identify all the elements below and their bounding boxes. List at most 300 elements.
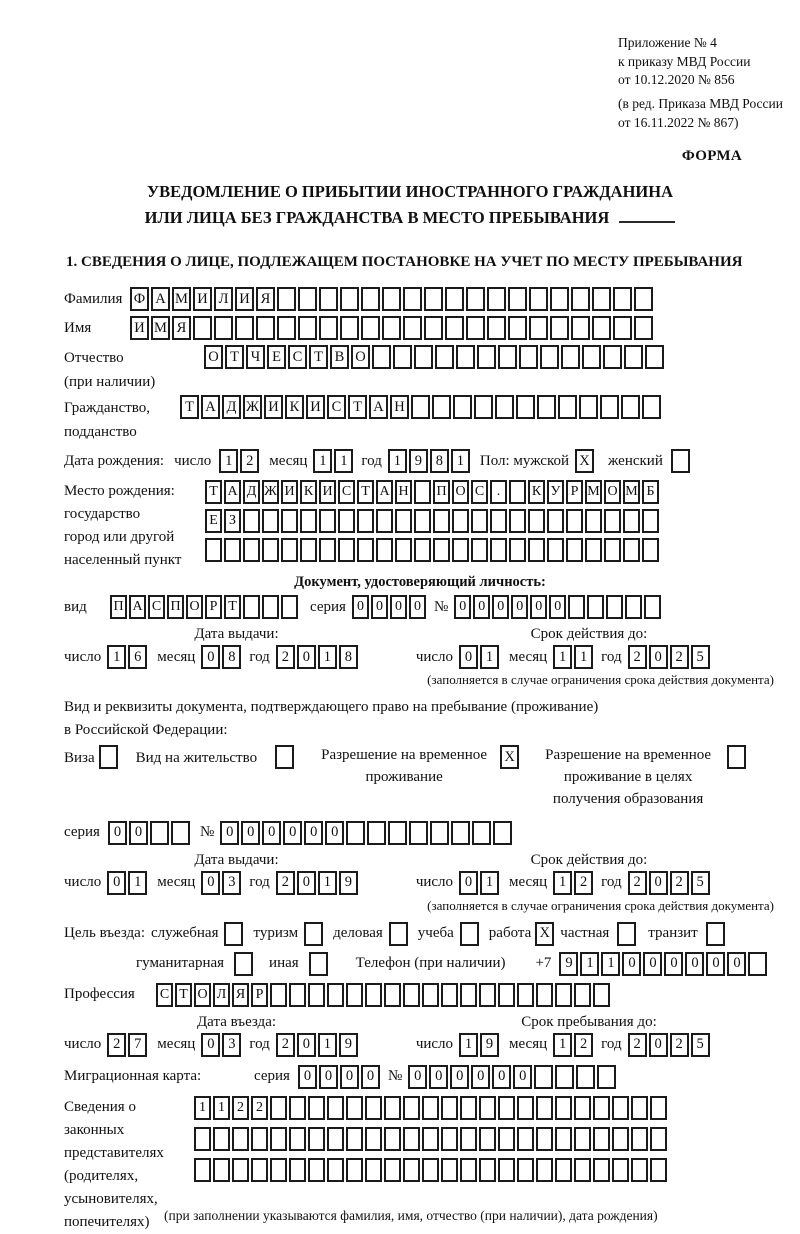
form-cell[interactable]: М xyxy=(623,480,640,504)
form-cell[interactable]: 1 xyxy=(128,871,147,895)
form-cell[interactable] xyxy=(613,316,632,340)
form-cell[interactable]: Я xyxy=(256,287,275,311)
form-cell[interactable] xyxy=(576,1065,595,1089)
purpose-private-checkbox-cell[interactable] xyxy=(617,922,636,946)
form-cell[interactable]: 2 xyxy=(574,871,593,895)
form-cell[interactable] xyxy=(289,1096,306,1120)
temp-residence-edu-checkbox[interactable] xyxy=(727,745,748,769)
form-cell[interactable]: 0 xyxy=(649,871,668,895)
form-cell[interactable]: 9 xyxy=(480,1033,499,1057)
form-cell[interactable]: 9 xyxy=(409,449,428,473)
form-cell[interactable]: 0 xyxy=(262,821,281,845)
form-cell[interactable] xyxy=(517,1127,534,1151)
form-cell[interactable]: 0 xyxy=(492,1065,511,1089)
form-cell[interactable]: 0 xyxy=(201,1033,220,1057)
form-cell[interactable] xyxy=(308,983,325,1007)
form-cell[interactable] xyxy=(422,1096,439,1120)
form-cell[interactable] xyxy=(571,316,590,340)
form-cell[interactable]: И xyxy=(235,287,254,311)
form-cell[interactable] xyxy=(357,509,374,533)
form-cell[interactable]: С xyxy=(327,395,346,419)
form-cell[interactable] xyxy=(493,821,512,845)
form-cell[interactable]: Т xyxy=(180,395,199,419)
form-cell[interactable] xyxy=(472,821,491,845)
form-cell[interactable] xyxy=(634,287,653,311)
form-cell[interactable]: 2 xyxy=(240,449,259,473)
form-cell[interactable]: 2 xyxy=(670,871,689,895)
form-cell[interactable] xyxy=(372,345,391,369)
form-cell[interactable] xyxy=(466,287,485,311)
form-cell[interactable] xyxy=(509,480,526,504)
form-cell[interactable] xyxy=(555,983,572,1007)
purpose-official-checkbox[interactable] xyxy=(224,922,245,946)
form-cell[interactable] xyxy=(642,538,659,562)
form-cell[interactable] xyxy=(574,983,591,1007)
form-cell[interactable]: 0 xyxy=(492,595,509,619)
form-cell[interactable] xyxy=(582,345,601,369)
form-cell[interactable]: 1 xyxy=(580,952,599,976)
form-cell[interactable] xyxy=(270,1096,287,1120)
form-cell[interactable] xyxy=(555,1158,572,1182)
form-cell[interactable] xyxy=(422,983,439,1007)
form-cell[interactable] xyxy=(574,1096,591,1120)
form-cell[interactable]: 1 xyxy=(553,871,572,895)
form-cell[interactable]: 0 xyxy=(220,821,239,845)
form-cell[interactable]: 5 xyxy=(691,645,710,669)
form-cell[interactable]: А xyxy=(129,595,146,619)
form-cell[interactable]: И xyxy=(306,395,325,419)
form-cell[interactable] xyxy=(281,595,298,619)
form-cell[interactable] xyxy=(587,595,604,619)
form-cell[interactable] xyxy=(631,1096,648,1120)
form-cell[interactable] xyxy=(498,1158,515,1182)
form-cell[interactable]: В xyxy=(330,345,349,369)
form-cell[interactable] xyxy=(430,821,449,845)
form-cell[interactable]: 0 xyxy=(297,871,316,895)
form-cell[interactable] xyxy=(498,983,515,1007)
form-cell[interactable]: 1 xyxy=(451,449,470,473)
form-cell[interactable]: О xyxy=(186,595,203,619)
form-cell[interactable]: И xyxy=(130,316,149,340)
form-cell[interactable]: 0 xyxy=(459,871,478,895)
form-cell[interactable] xyxy=(393,345,412,369)
purpose-work-checkbox[interactable] xyxy=(535,922,556,946)
form-cell[interactable] xyxy=(424,287,443,311)
form-cell[interactable] xyxy=(300,538,317,562)
form-cell[interactable] xyxy=(498,1096,515,1120)
form-cell[interactable] xyxy=(534,1065,553,1089)
form-cell[interactable]: 3 xyxy=(222,871,241,895)
form-cell[interactable]: 1 xyxy=(219,449,238,473)
form-cell[interactable] xyxy=(479,1158,496,1182)
form-cell[interactable] xyxy=(289,1127,306,1151)
form-cell[interactable] xyxy=(471,538,488,562)
form-cell[interactable]: А xyxy=(224,480,241,504)
form-cell[interactable]: Т xyxy=(224,595,241,619)
form-cell[interactable] xyxy=(298,316,317,340)
form-cell[interactable]: 0 xyxy=(511,595,528,619)
form-cell[interactable] xyxy=(414,538,431,562)
form-cell[interactable] xyxy=(365,1127,382,1151)
form-cell[interactable] xyxy=(338,509,355,533)
form-cell[interactable] xyxy=(536,1127,553,1151)
form-cell[interactable]: П xyxy=(110,595,127,619)
form-cell[interactable]: 0 xyxy=(319,1065,338,1089)
purpose-official-checkbox-cell[interactable] xyxy=(224,922,243,946)
form-cell[interactable]: 0 xyxy=(664,952,683,976)
form-cell[interactable] xyxy=(508,316,527,340)
form-cell[interactable]: С xyxy=(148,595,165,619)
form-cell[interactable]: 5 xyxy=(691,1033,710,1057)
form-cell[interactable]: 9 xyxy=(339,1033,358,1057)
form-cell[interactable]: 0 xyxy=(283,821,302,845)
form-cell[interactable]: 6 xyxy=(128,645,147,669)
form-cell[interactable] xyxy=(634,316,653,340)
form-cell[interactable] xyxy=(388,821,407,845)
form-cell[interactable]: 5 xyxy=(691,871,710,895)
form-cell[interactable] xyxy=(566,538,583,562)
form-cell[interactable]: 2 xyxy=(670,645,689,669)
form-cell[interactable]: Т xyxy=(205,480,222,504)
form-cell[interactable] xyxy=(395,538,412,562)
visa-checkbox-cell[interactable] xyxy=(99,745,118,769)
form-cell[interactable] xyxy=(422,1127,439,1151)
form-cell[interactable] xyxy=(346,983,363,1007)
form-cell[interactable]: О xyxy=(452,480,469,504)
form-cell[interactable]: 1 xyxy=(318,871,337,895)
form-cell[interactable] xyxy=(466,316,485,340)
form-cell[interactable] xyxy=(308,1127,325,1151)
form-cell[interactable] xyxy=(631,1127,648,1151)
form-cell[interactable] xyxy=(361,287,380,311)
form-cell[interactable] xyxy=(490,509,507,533)
form-cell[interactable]: 2 xyxy=(574,1033,593,1057)
form-cell[interactable]: Я xyxy=(232,983,249,1007)
form-cell[interactable]: Т xyxy=(348,395,367,419)
form-cell[interactable] xyxy=(460,983,477,1007)
form-cell[interactable] xyxy=(555,1096,572,1120)
form-cell[interactable] xyxy=(593,1096,610,1120)
form-cell[interactable] xyxy=(452,538,469,562)
temp-residence-checkbox-cell[interactable]: X xyxy=(500,745,519,769)
form-cell[interactable] xyxy=(319,287,338,311)
form-cell[interactable] xyxy=(528,538,545,562)
form-cell[interactable] xyxy=(376,538,393,562)
form-cell[interactable] xyxy=(592,287,611,311)
form-cell[interactable]: И xyxy=(193,287,212,311)
form-cell[interactable] xyxy=(585,509,602,533)
form-cell[interactable] xyxy=(498,345,517,369)
form-cell[interactable] xyxy=(453,395,472,419)
form-cell[interactable]: 0 xyxy=(201,645,220,669)
form-cell[interactable] xyxy=(495,395,514,419)
form-cell[interactable] xyxy=(365,983,382,1007)
form-cell[interactable]: 0 xyxy=(706,952,725,976)
form-cell[interactable]: З xyxy=(224,509,241,533)
purpose-study-checkbox[interactable] xyxy=(460,922,481,946)
form-cell[interactable] xyxy=(384,1127,401,1151)
form-cell[interactable] xyxy=(625,595,642,619)
form-cell[interactable] xyxy=(555,1065,574,1089)
form-cell[interactable] xyxy=(558,395,577,419)
purpose-tourism-checkbox[interactable] xyxy=(304,922,325,946)
form-cell[interactable]: 0 xyxy=(371,595,388,619)
form-cell[interactable] xyxy=(384,1096,401,1120)
form-cell[interactable] xyxy=(566,509,583,533)
form-cell[interactable] xyxy=(460,1127,477,1151)
sex-female-checkbox[interactable] xyxy=(671,449,692,473)
form-cell[interactable] xyxy=(612,1158,629,1182)
form-cell[interactable]: Ч xyxy=(246,345,265,369)
form-cell[interactable]: П xyxy=(433,480,450,504)
form-cell[interactable]: 0 xyxy=(454,595,471,619)
form-cell[interactable]: Е xyxy=(205,509,222,533)
form-cell[interactable]: Р xyxy=(566,480,583,504)
form-cell[interactable] xyxy=(414,509,431,533)
form-cell[interactable]: 0 xyxy=(340,1065,359,1089)
form-cell[interactable] xyxy=(441,1096,458,1120)
form-cell[interactable] xyxy=(516,395,535,419)
form-cell[interactable] xyxy=(460,1158,477,1182)
form-cell[interactable] xyxy=(529,287,548,311)
form-cell[interactable] xyxy=(650,1096,667,1120)
form-cell[interactable] xyxy=(319,538,336,562)
form-cell[interactable] xyxy=(547,509,564,533)
form-cell[interactable] xyxy=(487,316,506,340)
form-cell[interactable]: 1 xyxy=(459,1033,478,1057)
form-cell[interactable] xyxy=(232,1127,249,1151)
form-cell[interactable] xyxy=(243,595,260,619)
form-cell[interactable]: Д xyxy=(222,395,241,419)
form-cell[interactable] xyxy=(600,395,619,419)
form-cell[interactable] xyxy=(403,1127,420,1151)
form-cell[interactable]: 1 xyxy=(480,645,499,669)
purpose-other-checkbox[interactable] xyxy=(309,952,330,976)
form-cell[interactable] xyxy=(251,1127,268,1151)
form-cell[interactable]: И xyxy=(319,480,336,504)
form-cell[interactable] xyxy=(593,1127,610,1151)
form-cell[interactable] xyxy=(414,480,431,504)
form-cell[interactable] xyxy=(613,287,632,311)
form-cell[interactable]: Р xyxy=(251,983,268,1007)
form-cell[interactable] xyxy=(243,538,260,562)
form-cell[interactable] xyxy=(270,1158,287,1182)
form-cell[interactable]: П xyxy=(167,595,184,619)
form-cell[interactable]: 0 xyxy=(409,595,426,619)
form-cell[interactable] xyxy=(528,509,545,533)
form-cell[interactable] xyxy=(319,509,336,533)
form-cell[interactable] xyxy=(592,316,611,340)
form-cell[interactable] xyxy=(409,821,428,845)
form-cell[interactable] xyxy=(536,983,553,1007)
form-cell[interactable]: И xyxy=(264,395,283,419)
purpose-private-checkbox[interactable] xyxy=(617,922,638,946)
form-cell[interactable] xyxy=(213,1158,230,1182)
form-cell[interactable]: 1 xyxy=(388,449,407,473)
form-cell[interactable] xyxy=(550,287,569,311)
form-cell[interactable]: О xyxy=(604,480,621,504)
form-cell[interactable] xyxy=(612,1127,629,1151)
form-cell[interactable]: 0 xyxy=(473,595,490,619)
form-cell[interactable] xyxy=(251,1158,268,1182)
form-cell[interactable]: 1 xyxy=(318,1033,337,1057)
form-cell[interactable] xyxy=(479,1127,496,1151)
form-cell[interactable] xyxy=(435,345,454,369)
form-cell[interactable]: 1 xyxy=(480,871,499,895)
purpose-business-checkbox-cell[interactable] xyxy=(389,922,408,946)
form-cell[interactable] xyxy=(433,538,450,562)
form-cell[interactable] xyxy=(529,316,548,340)
form-cell[interactable] xyxy=(340,316,359,340)
form-cell[interactable] xyxy=(479,1096,496,1120)
form-cell[interactable]: М xyxy=(172,287,191,311)
form-cell[interactable]: Е xyxy=(267,345,286,369)
form-cell[interactable] xyxy=(519,345,538,369)
form-cell[interactable] xyxy=(346,1096,363,1120)
form-cell[interactable]: А xyxy=(369,395,388,419)
form-cell[interactable] xyxy=(194,1127,211,1151)
sex-male-checkbox-cell[interactable]: X xyxy=(575,449,594,473)
form-cell[interactable] xyxy=(537,395,556,419)
form-cell[interactable] xyxy=(571,287,590,311)
form-cell[interactable] xyxy=(471,509,488,533)
form-cell[interactable] xyxy=(631,1158,648,1182)
form-cell[interactable]: 8 xyxy=(430,449,449,473)
form-cell[interactable]: 0 xyxy=(352,595,369,619)
form-cell[interactable] xyxy=(585,538,602,562)
form-cell[interactable] xyxy=(445,316,464,340)
form-cell[interactable] xyxy=(277,287,296,311)
form-cell[interactable]: 0 xyxy=(201,871,220,895)
form-cell[interactable]: 0 xyxy=(129,821,148,845)
form-cell[interactable] xyxy=(414,345,433,369)
form-cell[interactable] xyxy=(384,1158,401,1182)
form-cell[interactable]: Ж xyxy=(243,395,262,419)
form-cell[interactable]: Р xyxy=(205,595,222,619)
form-cell[interactable]: Д xyxy=(243,480,260,504)
form-cell[interactable] xyxy=(346,821,365,845)
form-cell[interactable]: 1 xyxy=(574,645,593,669)
form-cell[interactable]: 2 xyxy=(276,645,295,669)
form-cell[interactable] xyxy=(171,821,190,845)
form-cell[interactable] xyxy=(357,538,374,562)
form-cell[interactable]: 0 xyxy=(549,595,566,619)
form-cell[interactable] xyxy=(422,1158,439,1182)
form-cell[interactable] xyxy=(403,316,422,340)
form-cell[interactable] xyxy=(365,1096,382,1120)
form-cell[interactable] xyxy=(298,287,317,311)
form-cell[interactable]: 0 xyxy=(622,952,641,976)
form-cell[interactable]: 0 xyxy=(325,821,344,845)
form-cell[interactable] xyxy=(270,983,287,1007)
form-cell[interactable] xyxy=(624,345,643,369)
sex-female-checkbox-cell[interactable] xyxy=(671,449,690,473)
form-cell[interactable] xyxy=(574,1158,591,1182)
form-cell[interactable] xyxy=(612,1096,629,1120)
form-cell[interactable] xyxy=(593,983,610,1007)
form-cell[interactable]: 2 xyxy=(276,871,295,895)
form-cell[interactable]: 0 xyxy=(459,645,478,669)
form-cell[interactable]: 0 xyxy=(685,952,704,976)
form-cell[interactable]: 2 xyxy=(670,1033,689,1057)
form-cell[interactable]: О xyxy=(194,983,211,1007)
form-cell[interactable] xyxy=(645,345,664,369)
form-cell[interactable] xyxy=(235,316,254,340)
temp-residence-edu-checkbox-cell[interactable] xyxy=(727,745,746,769)
form-cell[interactable] xyxy=(289,983,306,1007)
form-cell[interactable]: А xyxy=(201,395,220,419)
form-cell[interactable] xyxy=(509,509,526,533)
form-cell[interactable] xyxy=(193,316,212,340)
form-cell[interactable]: 2 xyxy=(628,1033,647,1057)
form-cell[interactable]: 0 xyxy=(530,595,547,619)
form-cell[interactable] xyxy=(642,395,661,419)
form-cell[interactable] xyxy=(403,983,420,1007)
form-cell[interactable] xyxy=(403,1158,420,1182)
form-cell[interactable] xyxy=(395,509,412,533)
form-cell[interactable]: Т xyxy=(357,480,374,504)
form-cell[interactable]: 0 xyxy=(643,952,662,976)
form-cell[interactable] xyxy=(308,1096,325,1120)
form-cell[interactable] xyxy=(568,595,585,619)
form-cell[interactable] xyxy=(384,983,401,1007)
form-cell[interactable] xyxy=(432,395,451,419)
form-cell[interactable]: Я xyxy=(172,316,191,340)
form-cell[interactable] xyxy=(593,1158,610,1182)
form-cell[interactable]: 0 xyxy=(361,1065,380,1089)
form-cell[interactable] xyxy=(256,316,275,340)
form-cell[interactable] xyxy=(445,287,464,311)
form-cell[interactable] xyxy=(194,1158,211,1182)
form-cell[interactable]: 0 xyxy=(649,1033,668,1057)
form-cell[interactable]: 0 xyxy=(107,871,126,895)
form-cell[interactable] xyxy=(243,509,260,533)
form-cell[interactable]: 0 xyxy=(450,1065,469,1089)
form-cell[interactable] xyxy=(403,287,422,311)
form-cell[interactable]: 0 xyxy=(649,645,668,669)
form-cell[interactable]: 3 xyxy=(222,1033,241,1057)
form-cell[interactable] xyxy=(281,509,298,533)
form-cell[interactable]: 1 xyxy=(553,645,572,669)
form-cell[interactable] xyxy=(361,316,380,340)
form-cell[interactable] xyxy=(603,345,622,369)
form-cell[interactable] xyxy=(498,1127,515,1151)
form-cell[interactable] xyxy=(441,983,458,1007)
form-cell[interactable] xyxy=(555,1127,572,1151)
form-cell[interactable] xyxy=(561,345,580,369)
form-cell[interactable] xyxy=(433,509,450,533)
form-cell[interactable]: 1 xyxy=(318,645,337,669)
form-cell[interactable]: 0 xyxy=(297,1033,316,1057)
form-cell[interactable]: 9 xyxy=(339,871,358,895)
form-cell[interactable] xyxy=(579,395,598,419)
form-cell[interactable]: К xyxy=(300,480,317,504)
form-cell[interactable] xyxy=(597,1065,616,1089)
form-cell[interactable] xyxy=(262,538,279,562)
form-cell[interactable]: У xyxy=(547,480,564,504)
form-cell[interactable] xyxy=(281,538,298,562)
form-cell[interactable]: 1 xyxy=(553,1033,572,1057)
form-cell[interactable]: 2 xyxy=(107,1033,126,1057)
purpose-study-checkbox-cell[interactable] xyxy=(460,922,479,946)
form-cell[interactable] xyxy=(517,1158,534,1182)
form-cell[interactable]: 0 xyxy=(408,1065,427,1089)
form-cell[interactable] xyxy=(550,316,569,340)
form-cell[interactable] xyxy=(642,509,659,533)
form-cell[interactable]: О xyxy=(204,345,223,369)
form-cell[interactable] xyxy=(604,509,621,533)
form-cell[interactable] xyxy=(224,538,241,562)
